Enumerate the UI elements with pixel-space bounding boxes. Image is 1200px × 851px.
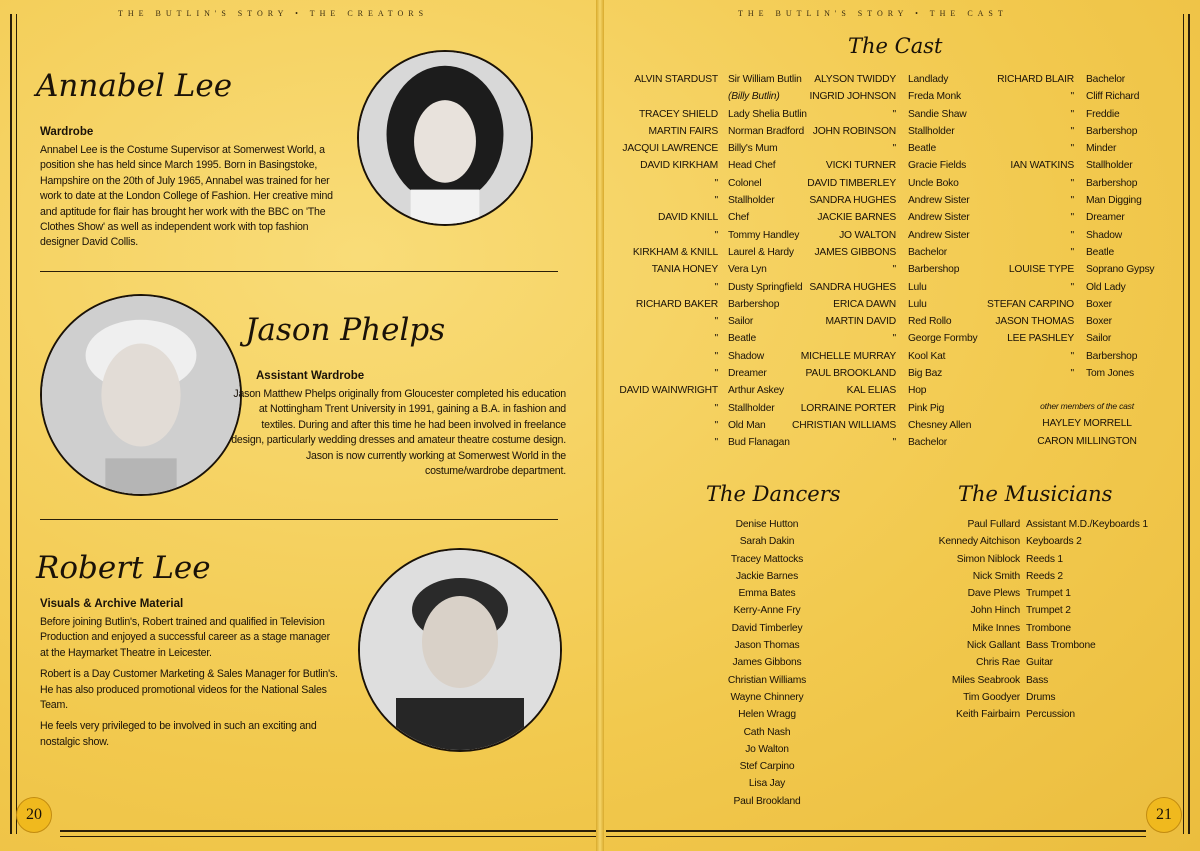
musician-name: Chris Rae [976, 657, 1020, 669]
dancer-name: Paul Brookland [733, 795, 801, 807]
cast-title: The Cast [848, 34, 943, 58]
person-bio [228, 387, 566, 485]
portrait-photo [358, 548, 562, 752]
cast-role: Landlady [908, 74, 949, 85]
cast-role: Pink Pig [908, 402, 945, 414]
portrait-photo [357, 50, 533, 226]
cast-actor: INGRID JOHNSON [809, 91, 896, 103]
cast-actor: LEE PASHLEY [1007, 333, 1074, 345]
dancer-name: Cath Nash [743, 726, 791, 738]
bio-paragraph: Robert is a Day Customer Marketing & Sales Manager for Butlin's. He has also produced promotional videos for the National Sales Team. [40, 668, 338, 712]
cast-actor: STEFAN CARPINO [986, 298, 1074, 310]
cast-actor: JACKIE BARNES [817, 212, 896, 224]
dancer-name: Sarah Dakin [739, 536, 795, 548]
cast-role: Andrew Sister [908, 195, 970, 207]
cast-actor: CHRISTIAN WILLIAMS [792, 419, 896, 431]
cast-role: Dreamer [728, 368, 767, 380]
dancer-name: Tracey Mattocks [730, 553, 804, 565]
cast-role: Barbershop [908, 264, 960, 276]
cast-role: Big Baz [908, 368, 943, 380]
dancers-list [696, 516, 838, 810]
cast-actor: JOHN ROBINSON [812, 125, 896, 137]
musician-name: Nick Gallant [966, 640, 1020, 652]
cast-role: Beatle [728, 333, 756, 345]
cast-actor: DAVID KIRKHAM [640, 160, 718, 172]
cast-actors-column [602, 71, 718, 452]
cast-role: Barbershop [1086, 350, 1138, 362]
cast-role: Sandie Shaw [908, 108, 967, 120]
cast-actor: TANIA HONEY [651, 264, 718, 276]
person-name: Jason Phelps [245, 312, 446, 348]
cast-actor: LORRAINE PORTER [800, 402, 896, 414]
cast-actor: DAVID TIMBERLEY [807, 177, 896, 189]
cast-actor: JASON THOMAS [995, 316, 1074, 328]
cast-actor: " [714, 368, 718, 380]
cast-actor: JAMES GIBBONS [814, 246, 896, 258]
left-running-head: THE BUTLIN'S STORY • THE CREATORS [118, 9, 429, 18]
cast-role: Vera Lyn [728, 264, 767, 276]
cast-role: Sir William Butlin [728, 74, 802, 85]
musician-instrument: Bass Trombone [1026, 640, 1096, 652]
cast-actor: " [1070, 108, 1074, 120]
cast-actor: " [1070, 368, 1074, 380]
person-role: Visuals & Archive Material [40, 598, 184, 610]
cast-role: Minder [1086, 143, 1117, 155]
dancer-name: Helen Wragg [738, 709, 796, 721]
cast-actor: MARTIN FAIRS [648, 125, 718, 137]
cast-actor: VICKI TURNER [825, 160, 896, 172]
section-divider [40, 519, 558, 520]
cast-role: Shadow [728, 350, 765, 362]
cast-actor: " [714, 177, 718, 189]
cast-actor: MARTIN DAVID [825, 316, 896, 328]
page-number: 21 [1146, 797, 1182, 833]
cast-role: Stallholder [728, 195, 775, 207]
cast-actor: KIRKHAM & KNILL [632, 246, 718, 258]
cast-actor: ALYSON TWIDDY [814, 74, 896, 85]
cast-role: Lulu [908, 281, 927, 293]
cast-actor: " [892, 333, 896, 345]
musician-instrument: Reeds 2 [1026, 570, 1063, 582]
cast-role: Sailor [1086, 333, 1112, 345]
cast-role: Boxer [1086, 316, 1112, 328]
cast-actor: SANDRA HUGHES [809, 195, 896, 207]
person-role: Wardrobe [40, 126, 94, 138]
cast-actor: ALVIN STARDUST [634, 74, 718, 85]
right-page-border [1183, 14, 1190, 834]
musician-name: Simon Niblock [956, 553, 1020, 565]
dancer-name: Jackie Barnes [735, 570, 799, 582]
cast-actor [602, 88, 718, 105]
cast-role: Bachelor [1086, 74, 1126, 85]
cast-actor: " [892, 108, 896, 120]
bio-paragraph: Annabel Lee is the Costume Supervisor at Somerwest World, a position she has held since March 1995. Born in Basingstoke, Hampshire on the 20th of July 1965, Annabel was trained for her work to date at the London College of Fashion. Her creative mind and aptitude for flair has brought her work with the BBC on 'The Clothes Show' as well as independent work with top fashion designer David Collis. [40, 144, 333, 249]
cast-role: Shadow [1086, 229, 1123, 241]
cast-role: Stallholder [1086, 160, 1133, 172]
cast-actors-column [782, 71, 896, 452]
cast-actor: " [1070, 91, 1074, 103]
cast-actor: IAN WATKINS [1010, 160, 1074, 172]
cast-actor: LOUISE TYPE [1008, 264, 1074, 276]
cast-actor: KAL ELIAS [846, 385, 896, 397]
cast-actor: " [1070, 281, 1074, 293]
cast-role: Arthur Askey [728, 385, 784, 397]
musician-name: Mike Innes [972, 622, 1020, 634]
cast-role: Bud Flanagan [728, 437, 790, 449]
cast-actor: TRACEY SHIELD [638, 108, 718, 120]
cast-role: Head Chef [728, 160, 776, 172]
cast-role: Hop [908, 385, 927, 397]
cast-actor: RICHARD BAKER [635, 298, 718, 310]
cast-actor: " [714, 281, 718, 293]
cast-role: Tommy Handley [728, 229, 800, 241]
cast-role: (Billy Butlin) [728, 91, 780, 103]
cast-role: Boxer [1086, 298, 1112, 310]
cast-actor: " [892, 437, 896, 449]
musician-name: Miles Seabrook [951, 674, 1020, 686]
musicians-names-column [902, 516, 1020, 724]
dancer-name: Jo Walton [745, 743, 789, 755]
dancer-name: Christian Williams [727, 674, 807, 686]
dancer-name: Denise Hutton [735, 519, 799, 530]
right-page [602, 0, 1200, 851]
person-bio [40, 615, 340, 756]
cast-role: Old Man [728, 419, 766, 431]
person-role: Assistant Wardrobe [256, 370, 365, 382]
cast-role: Red Rollo [908, 316, 952, 328]
cast-actor: " [714, 350, 718, 362]
musician-instrument: Bass [1026, 674, 1049, 686]
cast-role: Bachelor [908, 437, 948, 449]
bio-paragraph: Before joining Butlin's, Robert trained and qualified in Television Production and enjoyed a successful career as a stage manager at the Haymarket Theatre in Leicester. [40, 616, 330, 659]
cast-role: Chesney Allen [908, 419, 972, 431]
cast-actor: " [1070, 229, 1074, 241]
cast-actor: RICHARD BLAIR [997, 74, 1074, 85]
cast-actor: " [1070, 350, 1074, 362]
musician-instrument: Trumpet 1 [1026, 588, 1071, 600]
cast-role: Uncle Boko [908, 177, 959, 189]
cast-role: Laurel & Hardy [728, 246, 794, 258]
musician-instrument: Reeds 1 [1026, 553, 1063, 565]
cast-actor: DAVID KNILL [658, 212, 718, 224]
dancer-name: Jason Thomas [734, 640, 800, 652]
cast-actor: " [892, 143, 896, 155]
cast-role: Stallholder [908, 125, 955, 137]
cast-role: Norman Bradford [728, 125, 804, 137]
dancer-name: Stef Carpino [739, 761, 795, 773]
musician-name: Kennedy Aitchison [938, 536, 1020, 548]
musician-instrument: Assistant M.D./Keyboards 1 [1026, 519, 1148, 530]
cast-actor: " [714, 229, 718, 241]
cast-role: Soprano Gypsy [1086, 264, 1155, 276]
dancer-name: David Timberley [731, 622, 803, 634]
cast-actor: " [714, 402, 718, 414]
other-members-label: other members of the cast [1040, 401, 1134, 411]
cast-role: Barbershop [1086, 125, 1138, 137]
cast-actor: ERICA DAWN [833, 298, 896, 310]
other-member: CARON MILLINGTON [1037, 435, 1137, 447]
cast-role: Colonel [728, 177, 762, 189]
right-running-head: THE BUTLIN'S STORY • THE CAST [738, 9, 1008, 18]
dancer-name: James Gibbons [732, 657, 802, 669]
musician-instrument: Guitar [1026, 657, 1053, 669]
cast-roles-column [1086, 71, 1176, 382]
cast-actor: " [1070, 246, 1074, 258]
cast-actor: " [1070, 125, 1074, 137]
cast-actor: JO WALTON [839, 229, 896, 241]
cast-actor: DAVID WAINWRIGHT [619, 385, 718, 397]
cast-role: Barbershop [728, 298, 780, 310]
musicians-title: The Musicians [958, 482, 1113, 506]
cast-role: Dusty Springfield [728, 281, 803, 293]
cast-actor: JACQUI LAWRENCE [622, 143, 718, 155]
cast-actor: " [1070, 177, 1074, 189]
dancer-name: Lisa Jay [748, 778, 786, 790]
musician-instrument: Keyboards 2 [1026, 536, 1082, 548]
left-page [0, 0, 598, 851]
cast-actor: " [714, 333, 718, 345]
cast-actor: " [892, 264, 896, 276]
cast-actor: " [714, 437, 718, 449]
left-page-border [10, 14, 17, 834]
cast-role: Tom Jones [1086, 368, 1134, 380]
cast-actor: " [714, 419, 718, 431]
cast-role: Andrew Sister [908, 212, 970, 224]
person-name: Annabel Lee [36, 68, 233, 104]
footer-rule [60, 830, 596, 837]
musicians-instruments-column [1026, 516, 1176, 724]
cast-role: Lulu [908, 298, 927, 310]
cast-role: Lady Shelia Butlin [728, 108, 807, 120]
cast-actor: " [1070, 212, 1074, 224]
cast-role: Dreamer [1086, 212, 1125, 224]
bio-paragraph: He feels very privileged to be involved in such an exciting and nostalgic show. [40, 720, 317, 748]
cast-actor: MICHELLE MURRAY [800, 350, 896, 362]
musician-instrument: Trombone [1026, 622, 1071, 634]
cast-role: Freddie [1086, 108, 1120, 120]
cast-role: Beatle [908, 143, 936, 155]
cast-role: Bachelor [908, 246, 948, 258]
cast-role: Gracie Fields [908, 160, 967, 172]
dancer-name: Kerry-Anne Fry [733, 605, 801, 617]
musician-name: Nick Smith [972, 570, 1020, 582]
cast-role: Freda Monk [908, 91, 961, 103]
musician-name: Tim Goodyer [963, 691, 1020, 703]
page-number: 20 [16, 797, 52, 833]
cast-actor: " [714, 195, 718, 207]
cast-role: Man Digging [1086, 195, 1142, 207]
person-name: Robert Lee [36, 550, 211, 586]
musician-instrument: Percussion [1026, 709, 1075, 721]
section-divider [40, 271, 558, 272]
footer-rule [606, 830, 1146, 837]
cast-role: Kool Kat [908, 350, 946, 362]
cast-role: Andrew Sister [908, 229, 970, 241]
musician-instrument: Trumpet 2 [1026, 605, 1071, 617]
portrait-photo [40, 294, 242, 496]
musician-instrument: Drums [1026, 691, 1056, 703]
musician-name: Paul Fullard [967, 519, 1020, 530]
cast-actor: SANDRA HUGHES [809, 281, 896, 293]
cast-actor: PAUL BROOKLAND [805, 368, 896, 380]
cast-actors-column [982, 71, 1074, 382]
cast-role: Old Lady [1086, 281, 1126, 293]
cast-actor: " [714, 316, 718, 328]
cast-role: Cliff Richard [1086, 91, 1140, 103]
cast-role: Beatle [1086, 246, 1114, 258]
cast-role: Chef [728, 212, 749, 224]
person-bio [40, 143, 345, 257]
cast-role: George Formby [908, 333, 978, 345]
dancer-name: Wayne Chinnery [730, 691, 804, 703]
cast-role: Barbershop [1086, 177, 1138, 189]
musician-name: John Hinch [970, 605, 1020, 617]
dancer-name: Emma Bates [738, 588, 796, 600]
dancers-title: The Dancers [706, 482, 841, 506]
cast-role: Stallholder [728, 402, 775, 414]
cast-role: Billy's Mum [728, 143, 778, 155]
bio-paragraph: Jason Matthew Phelps originally from Gloucester completed his education at Nottingham Trent University in 1991, gaining a B.A. in fashion and textiles. During and after this time he had been involved in freelance design, particularly wedding dresses and amateur theatre costume design. Jason is now currently working at Somerwest World in the costume/wardrobe department. [231, 388, 566, 478]
other-members [1002, 398, 1172, 450]
cast-role: Sailor [728, 316, 754, 328]
other-member: HAYLEY MORRELL [1042, 418, 1132, 430]
musician-name: Keith Fairbairn [956, 709, 1020, 721]
cast-actor: " [1070, 195, 1074, 207]
musician-name: Dave Plews [967, 588, 1020, 600]
cast-actor: " [1070, 143, 1074, 155]
